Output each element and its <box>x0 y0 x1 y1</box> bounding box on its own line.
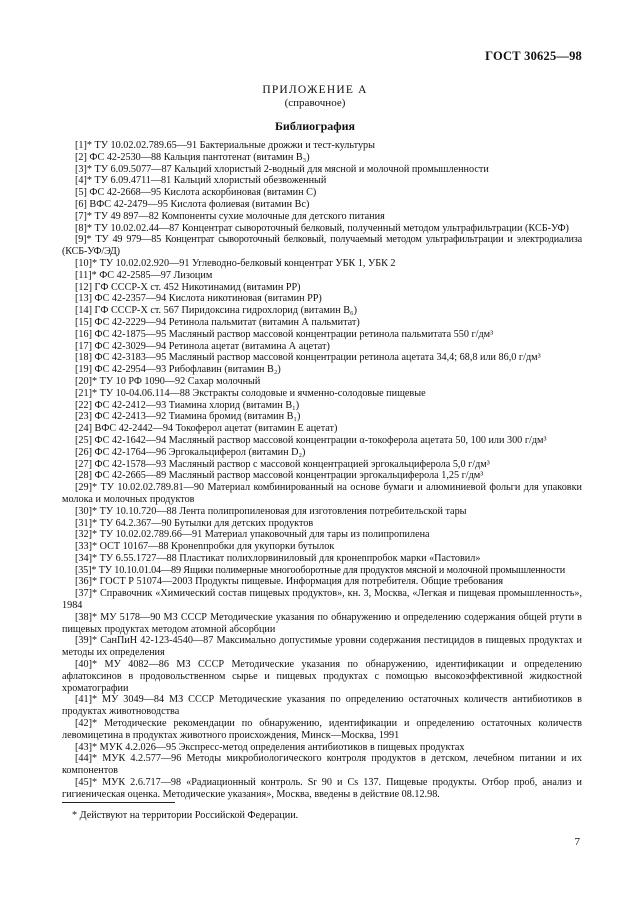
bibliography-entry: [9]* ТУ 49 979—85 Концентрат сывороточный белковый, получаемый методом ультрафильтрации и электродиализа (КСБ-УФ/ЭД) <box>62 234 582 258</box>
bibliography-entry: [7]* ТУ 49 897—82 Компоненты сухие молочные для детского питания <box>75 210 385 222</box>
bibliography-entry: [42]* Методические рекомендации по обнаружению, идентификации и определению остаточных количеств левомицетина в продуктах животного происхождения, Минск—Москва, 1991 <box>62 718 582 741</box>
page-number: 7 <box>574 836 580 848</box>
bibliography-entry: [21]* ТУ 10-04.06.114—88 Экстракты солодовые и ячменно-солодовые пищевые <box>75 387 426 399</box>
bibliography-entry: [36]* ГОСТ Р 51074—2003 Продукты пищевые. Информация для потребителя. Общие требования <box>75 576 504 588</box>
standard-designation: ГОСТ 30625—98 <box>485 49 582 63</box>
bibliography-entry: [10]* ТУ 10.02.02.920—91 Углеводно-белковый концентрат УБК 1, УБК 2 <box>75 257 396 269</box>
appendix-title: ПРИЛОЖЕНИЕ А <box>262 84 368 96</box>
bibliography-entry: [30]* ТУ 10.10.720—88 Лента полипропиленовая для изготовления потребительской тары <box>75 505 467 517</box>
bibliography-entry: [18] ФС 42-3183—95 Масляный раствор массовой концентрации ретинола ацетата 34,4; 68,8 или 86,0 г/дм³ <box>75 352 541 364</box>
bibliography-entry: [33]* ОСТ 10167—88 Кронenпробки для укупорки бутылок <box>75 541 335 553</box>
section-title: Библиография <box>274 119 356 133</box>
bibliography-entry: [32]* ТУ 10.02.02.789.66—91 Материал упаковочный для тары из полипропилена <box>75 529 430 541</box>
footnote: * Действуют на территории Российской Федерации. <box>72 810 299 821</box>
bibliography-entry: [22] ФС 42-2412—93 Тиамина хлорид (витамин B₁) <box>75 399 300 411</box>
bibliography-entry: [39]* СанПиН 42-123-4540—87 Максимально допустимые уровни содержания пестицидов в пищевых продуктах и методы их определения <box>62 635 582 659</box>
bibliography-entry: [24] ВФС 42-2442—94 Токоферол ацетат (витамин Е ацетат) <box>75 423 338 435</box>
bibliography-entry: [8]* ТУ 10.02.02.44—87 Концентрат сывороточный белковый, полученный методом ультрафильтрации (КСБ-УФ) <box>75 222 569 234</box>
footnote-divider <box>62 802 175 803</box>
bibliography-entry: [12] ГФ СССР-Х ст. 452 Никотинамид (витамин РР) <box>75 281 301 293</box>
bibliography-entry: [37]* Справочник «Химический состав пищевых продуктов», кн. 3, Москва, «Легкая и пищевая промышленность», 1984 <box>62 588 582 612</box>
bibliography-entry: [2] ФС 42-2530—88 Кальция пантотенат (витамин B₃) <box>75 151 310 163</box>
bibliography-entry: [31]* ТУ 64.2.367—90 Бутылки для детских продуктов <box>75 517 314 529</box>
bibliography-entry: [43]* МУК 4.2.026—95 Экспресс-метод определения антибиотиков в пищевых продуктах <box>75 741 465 753</box>
bibliography-entry: [40]* МУ 4082—86 МЗ СССР Методические указания по обнаружению, идентификации и определению афлатоксинов в продовольственном сырье и пищевых продуктах с помощью высокоэффективной жидкостной хроматографии <box>62 659 582 694</box>
bibliography-entry: [17] ФС 42-3029—94 Ретинола ацетат (витамина А ацетат) <box>75 340 330 352</box>
bibliography-entry: [15] ФС 42-2229—94 Ретинола пальмитат (витамин А пальмитат) <box>75 316 360 328</box>
bibliography-entry: [5] ФС 42-2668—95 Кислота аскорбиновая (витамин С) <box>75 187 317 199</box>
bibliography-entry: [13] ФС 42-2357—94 Кислота никотиновая (витамин РР) <box>75 293 322 305</box>
bibliography-entry: [26] ФС 42-1764—96 Эргокальциферол (витамин D₂) <box>75 446 306 458</box>
bibliography-entry: [41]* МУ 3049—84 МЗ СССР Методические указания по определению остаточных количеств антибиотиков в продуктах животноводства <box>62 694 582 718</box>
bibliography-entry: [44]* МУК 4.2.577—96 Методы микробиологического контроля продуктов в детском, лечебном питании и их компонентов <box>62 753 582 777</box>
bibliography-entry: [6] ВФС 42-2479—95 Кислота фолиевая (витамин Bс) <box>75 198 310 210</box>
appendix-subtitle: (справочное) <box>284 97 346 109</box>
bibliography-entry: [16] ФС 42-1875—95 Масляный раствор массовой концентрации ретинола пальмитата 550 г/дм³ <box>75 328 494 340</box>
bibliography-entry: [27] ФС 42-1578—93 Масляный раствор с массовой концентрацией эргокальциферола 5,0 г/дм³ <box>75 458 490 470</box>
bibliography-entry: [20]* ТУ 10 РФ 1090—92 Сахар молочный <box>75 375 261 387</box>
bibliography-list <box>62 140 582 801</box>
bibliography-entry: [19] ФС 42-2954—93 Рибофлавин (витамин B₂) <box>75 364 281 376</box>
bibliography-entry: [35]* ТУ 10.10.01.04—89 Ящики полимерные многооборотные для продуктов мясной и молочной промышленности <box>75 564 566 576</box>
bibliography-entry: [14] ГФ СССР-Х ст. 567 Пиридоксина гидрохлорид (витамин B₆) <box>75 305 357 317</box>
bibliography-entry: [3]* ТУ 6.09.5077—87 Кальций хлористый 2-водный для мясной и молочной промышленности <box>75 163 489 175</box>
bibliography-entry: [28] ФС 42-2665—89 Масляный раствор массовой концентрации эргокальциферола 1,25 г/дм³ <box>75 470 484 482</box>
bibliography-entry: [23] ФС 42-2413—92 Тиамина бромид (витамин B₁) <box>75 411 301 423</box>
bibliography-entry: [4]* ТУ 6.09.4711—81 Кальций хлористый обезвоженный <box>75 175 327 187</box>
bibliography-entry: [1]* ТУ 10.02.02.789.65—91 Бактериальные дрожжи и тест-культуры <box>75 140 375 151</box>
bibliography-entry: [29]* ТУ 10.02.02.789.81—90 Материал комбинированный на основе бумаги и алюминиевой фольги для упаковки молока и молочных продуктов <box>62 482 582 505</box>
bibliography-entry: [34]* ТУ 6.55.1727—88 Пластикат полихлорвиниловый для кронenпробок марки «Пастовил» <box>75 552 481 564</box>
bibliography-entry: [38]* МУ 5178—90 МЗ СССР Методические указания по обнаружению и определению содержания общей ртути в пищевых продуктах методом атомной абсорбции <box>62 611 582 635</box>
bibliography-entry: [45]* МУК 2.6.717—98 «Радиационный контроль. Sr 90 и Cs 137. Пищевые продукты. Отбор проб, анализ и гигиеническая оценка. Методические указания», Москва, введены в действие 08.12.98. <box>62 777 582 800</box>
bibliography-entry: [11]* ФС 42-2585—97 Лизоцим <box>75 269 213 281</box>
bibliography-entry: [25] ФС 42-1642—94 Масляный раствор массовой концентрации α-токоферола ацетата 50, 100 или 300 г/дм³ <box>75 434 547 446</box>
